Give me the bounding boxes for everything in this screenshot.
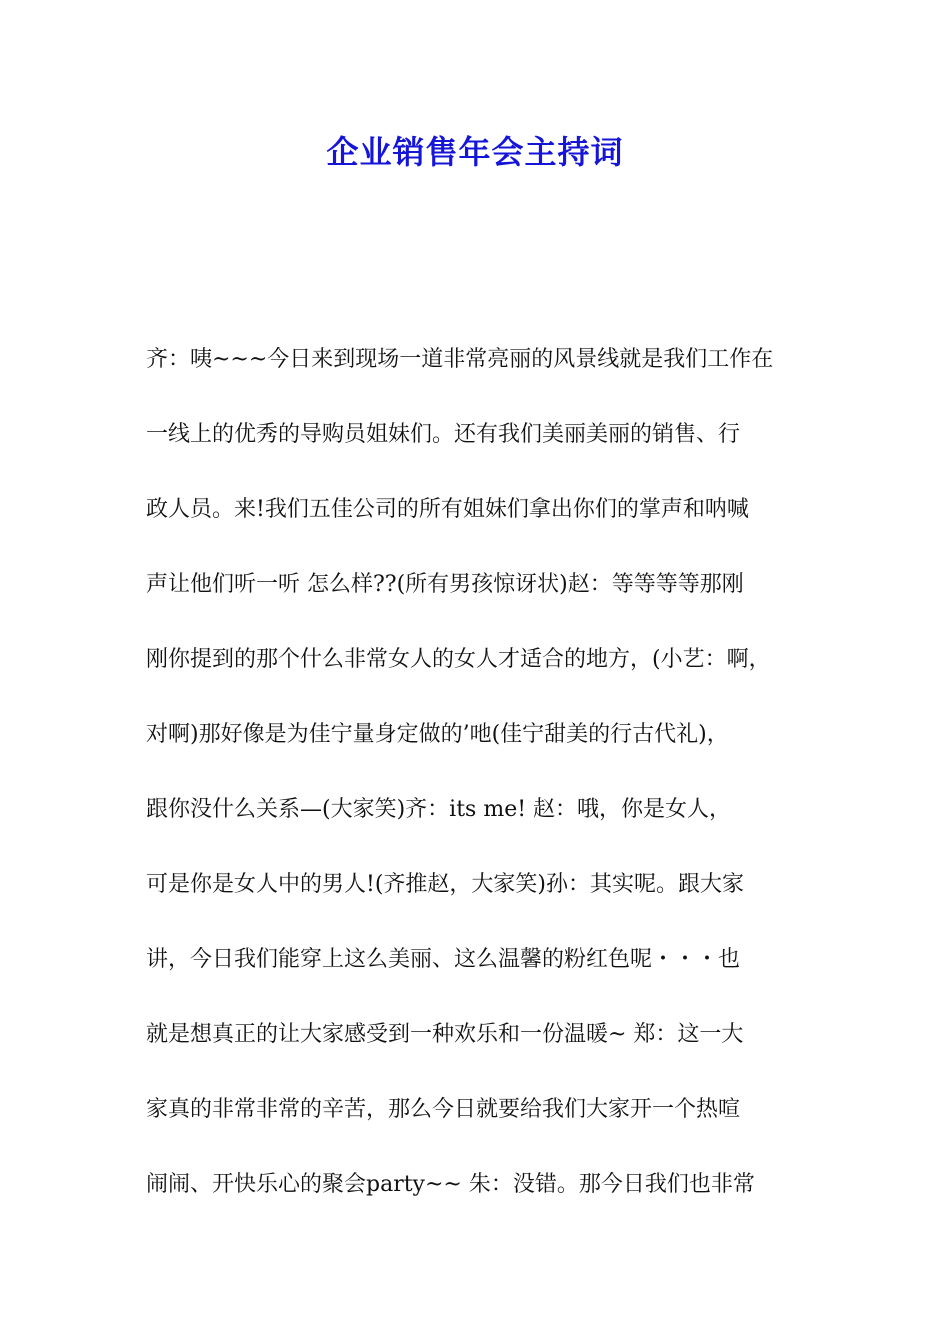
body-line: 政人员。来!我们五佳公司的所有姐妹们拿出你们的掌声和呐喊 [146,497,749,522]
body-line: 闹闹、开快乐心的聚会party~~ 朱：没错。那今日我们也非常 [146,1172,755,1197]
body-line: 家真的非常非常的辛苦，那么今日就要给我们大家开一个热喧 [146,1097,741,1122]
body-line: 刚你提到的那个什么非常女人的女人才适合的地方，(小艺：啊， [146,647,771,672]
body-line: 对啊)那好像是为佳宁量身定做的’吔(佳宁甜美的行古代礼)， [146,722,729,747]
document-title: 企业销售年会主持词 [326,133,624,171]
body-line: 讲，今日我们能穿上这么美丽、这么温馨的粉红色呢・・・也 [146,947,741,972]
body-line: 就是想真正的让大家感受到一种欢乐和一份温暖~ 郑：这一大 [146,1022,744,1047]
body-line: 声让他们听一听 怎么样??(所有男孩惊讶状)赵：等等等等那刚 [146,572,744,597]
body-line: 可是你是女人中的男人!(齐推赵，大家笑)孙：其实呢。跟大家 [146,872,745,897]
body-line: 跟你没什么关系—(大家笑)齐：its me! 赵：哦，你是女人， [146,797,732,822]
document-body [146,334,826,1234]
body-line: 齐：咦~~~今日来到现场一道非常亮丽的风景线就是我们工作在 [146,347,774,372]
body-line: 一线上的优秀的导购员姐妹们。还有我们美丽美丽的销售、行 [146,422,741,447]
